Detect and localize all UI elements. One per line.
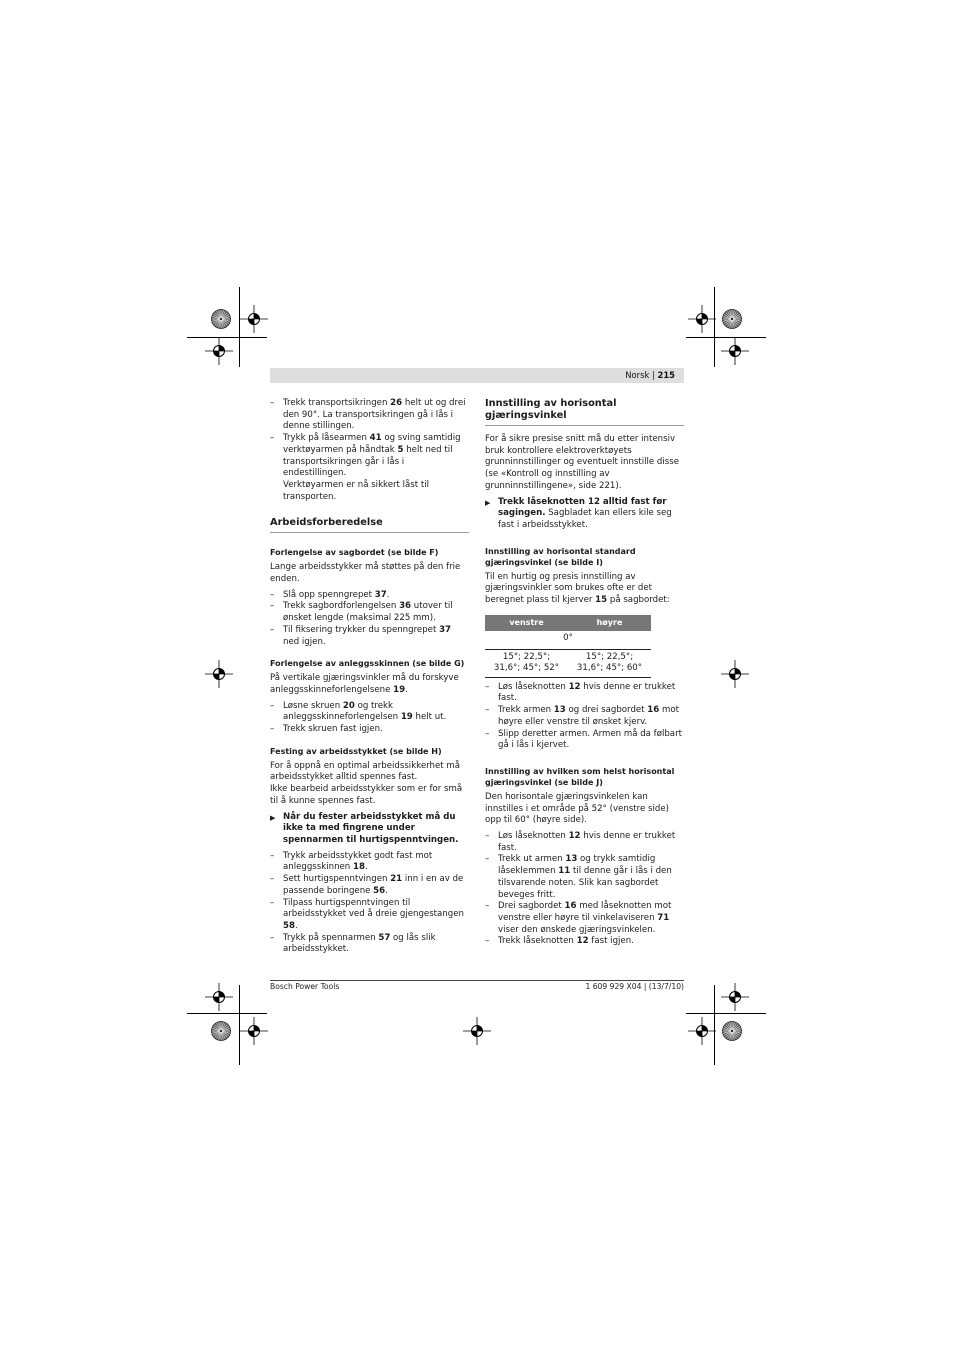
text-run: . [386,589,390,600]
text-run: . [385,885,388,896]
paragraph: Den horisontale gjæringsvinkelen kan innstilles i et område på 52° (venstre side) opp til 60° (høyre side). [485,791,669,826]
text-run: Trekk skruen fast igjen. [283,724,383,735]
bold-text: 56 [373,885,386,896]
dash-bullet: – [270,700,275,711]
text-run: og trykk samtidig låseklemmen [498,854,656,877]
text-run: og lås slik arbeidsstykket. [283,932,436,955]
dash-bullet: – [270,601,275,612]
subsection-title-forlengelse-sagbord: Forlengelse av sagbordet (se bilde F) [270,548,439,558]
dash-bullet: – [485,831,490,842]
crosshair-mark-icon [688,1017,716,1045]
subsection-title-forlengelse-anleggsskinne: Forlengelse av anleggsskinnen (se bilde G) [270,659,465,669]
bold-text: 37 [439,624,452,635]
text-run: hvis denne er trukket fast. [498,831,676,853]
footer-document-code: 1 609 929 X04 | (13/7/10) [585,982,684,991]
crosshair-mark-icon [721,660,749,688]
intro-list [270,398,469,503]
text-run: Slipp deretter armen. Armen må da følbart gå i lås i kjervet. [498,728,682,751]
list-item [485,901,684,936]
subsection-title-standard-vinkel: Innstilling av horisontal standard gjæringsvinkel (se bilde I) [485,546,636,567]
list-item [270,874,469,897]
bold-text: 20 [342,700,355,711]
text-run: helt ut. [412,712,447,723]
list-item [270,480,469,503]
bold-text: 12 [568,831,581,842]
bold-text: 26 [390,398,403,408]
text-run: med låseknotten mot venstre eller høyre til vinkelaviseren [498,901,672,923]
bold-text: Trekk låseknotten 12 alltid fast før sagingen. [498,496,667,519]
text-run: Trekk ut armen [498,854,566,865]
dash-bullet: – [485,854,490,865]
text-run: på sagbordet: [607,595,670,606]
table-value: 15°; 22,5°; [502,651,551,662]
step-list [270,590,469,649]
text-run: hvis denne er trukket fast. [498,681,676,704]
warning-item [485,497,684,532]
text-run: På vertikale gjæringsvinkler må du forskyve anleggsskinneforlengelsene [270,673,459,695]
bold-text: 37 [374,589,387,600]
crosshair-mark-icon [205,337,233,365]
text-run: Drei sagbordet [498,901,565,912]
bold-text: 58 [283,920,295,931]
paragraph: Lange arbeidsstykker må støttes på den frie enden. [270,562,461,585]
list-item [485,705,684,728]
header-separator: | [652,370,655,380]
text-run: mot høyre eller venstre til ønsket kjerv. [498,705,679,727]
crosshair-mark-icon [721,983,749,1011]
color-target-icon [211,309,231,329]
bold-text: 13 [553,705,566,716]
list-item-text [498,497,672,530]
bold-text: 21 [390,874,403,885]
text-run: Trykk på spennarmen [283,932,379,943]
trim-line [686,1013,766,1014]
text-run: Tilpass hurtigspenntvingen til arbeidsstykket ved å dreie gjengestangen [283,897,464,920]
subsection-title-festing: Festing av arbeidsstykket (se bilde H) [270,746,442,756]
dash-bullet: – [270,724,275,735]
text-run: . [364,862,368,873]
dash-bullet: – [270,433,275,444]
subsection-title-valgfri-vinkel: Innstilling av hvilken som helst horisontal gjæringsvinkel (se bilde J) [485,766,675,787]
list-item-text [283,480,429,502]
bold-text: 57 [378,932,391,943]
list-item [270,933,469,956]
list-item [270,724,469,736]
text-run: Sagbladet kan ellers kile seg fast i arbeidsstykket. [498,508,672,530]
text-run: Til fiksering trykker du spenngrepet [283,624,440,635]
table-cell-left [485,649,568,677]
section-title-horisontal-gjaeringsvinkel: Innstilling av horisontal gjæringsvinkel [485,398,684,426]
list-item-text [283,625,451,647]
list-item-text [283,724,383,734]
header-label [625,370,675,381]
dash-bullet: – [270,589,275,600]
paragraph [270,673,469,696]
list-item-text [498,682,675,704]
crosshair-mark-icon [688,305,716,333]
text-run: . [405,684,408,695]
list-item [270,398,469,433]
arrow-bullet-icon: ▶ [485,498,491,507]
bold-text: 12 [568,681,581,692]
list-item-text [498,705,679,727]
text-run: ned igjen. [283,636,326,647]
list-item-text [283,812,458,845]
text-run: viser den ønskede gjæringsvinkelen. [498,924,656,935]
color-target-icon [722,1021,742,1041]
list-item-text [283,433,461,478]
list-item [270,898,469,933]
dash-bullet: – [485,728,490,739]
list-item-text [283,701,446,723]
left-column [270,398,469,956]
text-run: Trekk armen [498,705,554,716]
list-item-text [498,854,672,899]
right-column [485,398,684,948]
crosshair-mark-icon [463,1017,491,1045]
crosshair-mark-icon [240,305,268,333]
header-language: Norsk [625,370,650,380]
text-run: Løs låseknotten [498,831,569,842]
list-item-text [283,874,463,896]
text-run: Til en hurtig og presis innstilling av gjæringsvinkler som brukes ofte er det beregnet plass til kjerver [485,571,653,606]
table-value: 31,6°; 45°; 52° [493,663,560,674]
bold-text: Når du fester arbeidsstykket må du ikke ta med fingrene under spennarmen til hurtigspenntvingen. [283,811,459,845]
dash-bullet: – [270,850,275,861]
text-run: Løsne skruen [283,700,343,711]
bold-text: 13 [565,854,578,865]
page-header [270,368,684,383]
text-run: fast igjen. [588,936,634,947]
table-cell-zero: 0° [485,631,651,650]
bold-text: 12 [576,936,589,947]
section-title-arbeidsforberedelse: Arbeidsforberedelse [270,517,469,533]
list-item-text [283,398,466,431]
list-item [270,590,469,602]
text-run: til denne går i lås i den tilsvarende noten. Slik kan sagbordet beveges fritt. [498,866,672,900]
crosshair-mark-icon [205,983,233,1011]
dash-bullet: – [270,897,275,908]
bold-text: 15 [595,595,608,606]
text-run: . [294,920,298,931]
list-item [270,433,469,480]
list-item-text [498,729,682,751]
list-item [485,936,684,948]
dash-bullet: – [270,398,275,408]
bold-text: 11 [558,866,571,877]
table-value: 31,6°; 45°; 60° [576,663,643,674]
list-item [270,625,469,648]
text-run: Verktøyarmen er nå sikkert låst til transporten. [283,479,430,502]
footer-publisher: Bosch Power Tools [270,982,340,991]
bold-text: 16 [564,901,577,912]
footer-divider [270,980,684,981]
bold-text: 19 [393,684,406,695]
page-number: 215 [657,370,675,380]
paragraph: Ikke bearbeid arbeidsstykker som er for små til å kunne spennes fast. [270,784,463,806]
list-item [270,851,469,874]
warning-item [270,812,469,847]
bold-text: 18 [352,862,365,873]
step-list [270,701,469,736]
angle-table [485,615,651,678]
dash-bullet: – [270,624,275,635]
list-item-text [283,851,432,873]
dash-bullet: – [270,932,275,943]
text-run: og sving samtidig verktøyarmen på håndtak [283,433,461,455]
dash-bullet: – [485,705,490,716]
step-list [485,682,684,752]
text-run: Sett hurtigspenntvingen [283,874,391,885]
dash-bullet: – [485,681,490,692]
paragraph: For å sikre presise snitt må du etter intensiv bruk kontrollere elektroverktøyets grunninnstillinger og eventuelt innstille disse (se «Kontroll og innstilling av grunninnstillingene», side 221). [485,434,679,491]
text-run: Trekk sagbordforlengelsen [283,601,400,612]
list-item-text [283,590,390,600]
table-cell-right [568,649,651,677]
text-run: helt ned til transportsikringen går i lås i endestillingen. [283,444,453,479]
text-run: og drei sagbordet [565,705,648,716]
list-item-text [498,901,671,934]
crosshair-mark-icon [721,337,749,365]
list-item-text [283,933,436,955]
text-run: Trykk arbeidsstykket godt fast mot anleggsskinnen [283,850,433,873]
list-item [485,729,684,752]
color-target-icon [211,1021,231,1041]
text-run: Trekk låseknotten [498,936,577,947]
list-item [270,701,469,724]
bold-text: 19 [400,712,413,723]
bold-text: 16 [647,705,660,716]
text-run: utover til ønsket lengde (maksimal 225 mm). [283,601,453,624]
arrow-bullet-icon: ▶ [270,813,276,822]
paragraph [485,572,684,607]
step-list [270,851,469,956]
crosshair-mark-icon [205,660,233,688]
dash-bullet: – [485,901,490,912]
list-item [485,854,684,901]
text-run: Løs låseknotten [498,681,569,692]
list-item [270,601,469,624]
list-item [485,682,684,705]
bold-text: 36 [399,601,412,612]
text-run: inn i en av de passende boringene [283,874,464,896]
table-value: 15°; 22,5°; [585,651,634,662]
text-run: Trykk på låsearmen [283,433,370,444]
text-run: Trekk transportsikringen [283,398,391,408]
bold-text: 5 [397,444,404,455]
dash-bullet: – [485,936,490,947]
text-run: og trekk anleggsskinneforlengelsen [283,700,401,723]
list-item-text [498,936,634,946]
bold-text: 71 [657,912,670,923]
list-item [485,831,684,854]
step-list [485,831,684,948]
paragraph: For å oppnå en optimal arbeidssikkerhet må arbeidsstykket alltid spennes fast. [270,760,460,783]
text-run: helt ut og drei den 90°. La transportsikringen gå i lås i denne stillingen. [283,398,466,432]
color-target-icon [722,309,742,329]
trim-line [187,1013,267,1014]
warning-note [270,812,469,847]
table-header-left: venstre [485,615,568,631]
text-run: Slå opp spenngrepet [283,589,375,600]
bold-text: 41 [369,433,382,444]
list-item-text [498,831,675,853]
table-header-right: høyre [568,615,651,631]
crosshair-mark-icon [240,1017,268,1045]
warning-note [485,497,684,532]
dash-bullet: – [270,874,275,885]
list-item-text [283,601,453,623]
list-item-text [283,898,464,931]
